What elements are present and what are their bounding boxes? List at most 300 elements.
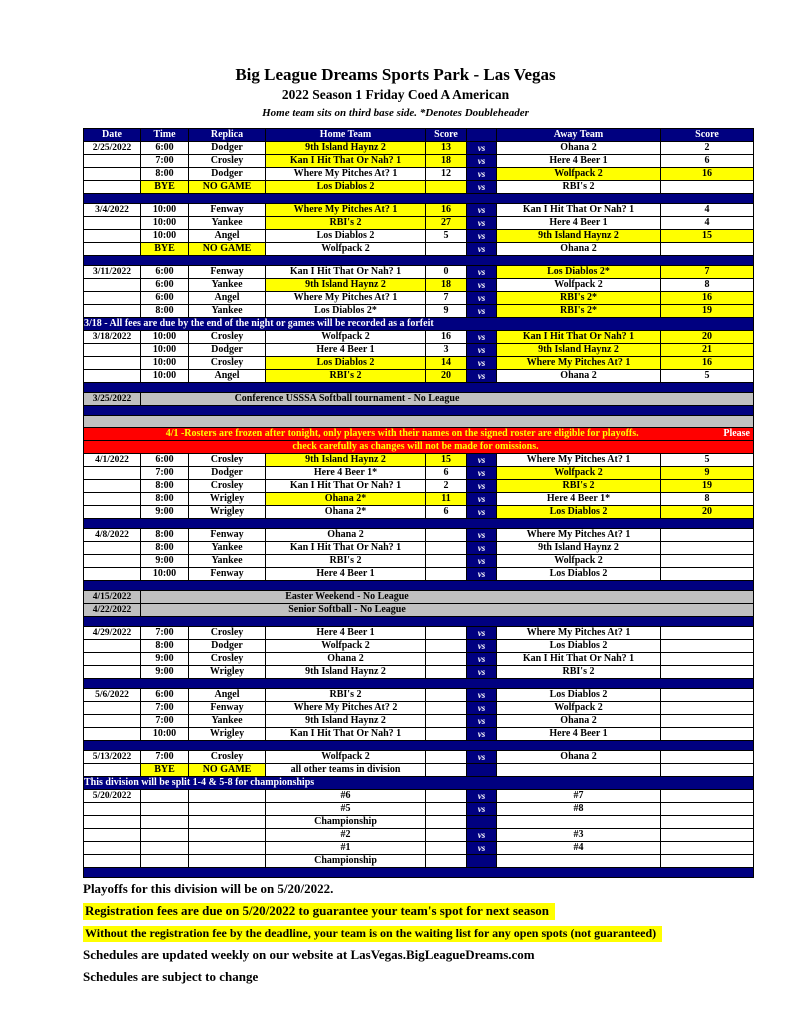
time-cell: 8:00	[141, 305, 189, 318]
date-cell: 5/6/2022	[84, 689, 141, 702]
date-cell	[84, 728, 141, 741]
home-team-cell: Here 4 Beer 1*	[266, 467, 426, 480]
away-team-cell: Wolfpack 2	[497, 555, 661, 568]
away-score-cell	[661, 689, 754, 702]
away-score-cell: 8	[661, 279, 754, 292]
game-row	[84, 666, 754, 679]
vs-label: vs	[467, 790, 497, 803]
date-cell	[84, 816, 141, 829]
replica-cell: Yankee	[189, 715, 266, 728]
game-row	[84, 217, 754, 230]
home-team-cell: Ohana 2*	[266, 493, 426, 506]
date-cell	[84, 506, 141, 519]
home-team-cell: Wolfpack 2	[266, 640, 426, 653]
no-league-row	[84, 393, 754, 406]
home-score-cell: 6	[426, 467, 467, 480]
game-row	[84, 803, 754, 816]
home-team-cell: 9th Island Haynz 2	[266, 454, 426, 467]
game-row	[84, 751, 754, 764]
away-score-cell	[661, 181, 754, 194]
vs-label: vs	[467, 243, 497, 256]
away-team-cell: #3	[497, 829, 661, 842]
footer-line	[83, 924, 662, 942]
replica-cell: Fenway	[189, 529, 266, 542]
game-row	[84, 568, 754, 581]
game-row	[84, 506, 754, 519]
home-score-cell	[426, 181, 467, 194]
replica-cell: Fenway	[189, 702, 266, 715]
home-team-cell: Championship	[266, 816, 426, 829]
home-score-cell: 11	[426, 493, 467, 506]
away-team-cell: Ohana 2	[497, 715, 661, 728]
vs-label: vs	[467, 480, 497, 493]
replica-cell: NO GAME	[189, 764, 266, 777]
replica-cell	[189, 790, 266, 803]
away-team-column-header: Away Team	[497, 129, 661, 142]
home-score-cell	[426, 842, 467, 855]
vs-label	[467, 816, 497, 829]
home-score-column-header: Score	[426, 129, 467, 142]
home-score-cell	[426, 640, 467, 653]
vs-label: vs	[467, 640, 497, 653]
replica-cell: Crosley	[189, 627, 266, 640]
home-score-cell: 7	[426, 292, 467, 305]
time-cell: 6:00	[141, 279, 189, 292]
date-cell	[84, 715, 141, 728]
replica-column-header: Replica	[189, 129, 266, 142]
time-cell: 7:00	[141, 467, 189, 480]
away-team-cell	[497, 764, 661, 777]
date-cell	[84, 653, 141, 666]
away-team-cell: Here 4 Beer 1	[497, 728, 661, 741]
roster-warning-row	[84, 428, 754, 441]
home-team-cell: RBI's 2	[266, 555, 426, 568]
no-league-row	[84, 591, 754, 604]
vs-label: vs	[467, 168, 497, 181]
vs-label: vs	[467, 728, 497, 741]
roster-warning-row	[84, 441, 754, 454]
home-score-cell	[426, 555, 467, 568]
separator-row	[84, 868, 754, 878]
vs-label: vs	[467, 344, 497, 357]
separator-row	[84, 383, 754, 393]
date-cell	[84, 640, 141, 653]
separator-row	[84, 741, 754, 751]
no-league-label: Conference USSSA Softball tournament - No League	[141, 393, 754, 406]
time-cell: BYE	[141, 181, 189, 194]
home-team-cell: Kan I Hit That Or Nah? 1	[266, 542, 426, 555]
away-team-cell: 9th Island Haynz 2	[497, 542, 661, 555]
away-score-cell: 16	[661, 168, 754, 181]
time-cell: 8:00	[141, 542, 189, 555]
separator-row	[84, 256, 754, 266]
away-team-cell: Where My Pitches At? 1	[497, 627, 661, 640]
away-team-cell	[497, 816, 661, 829]
home-score-cell	[426, 243, 467, 256]
home-score-cell	[426, 529, 467, 542]
game-row	[84, 790, 754, 803]
away-score-cell: 16	[661, 292, 754, 305]
vs-label: vs	[467, 467, 497, 480]
away-score-cell	[661, 653, 754, 666]
vs-label: vs	[467, 689, 497, 702]
home-team-cell: Kan I Hit That Or Nah? 1	[266, 728, 426, 741]
replica-cell	[189, 842, 266, 855]
date-cell	[84, 480, 141, 493]
game-row	[84, 493, 754, 506]
home-score-cell: 27	[426, 217, 467, 230]
date-cell: 5/13/2022	[84, 751, 141, 764]
date-cell: 4/1/2022	[84, 454, 141, 467]
away-team-cell: Wolfpack 2	[497, 702, 661, 715]
time-cell: 10:00	[141, 217, 189, 230]
time-cell: 8:00	[141, 493, 189, 506]
vs-label: vs	[467, 568, 497, 581]
replica-cell: Yankee	[189, 555, 266, 568]
home-team-cell: Here 4 Beer 1	[266, 568, 426, 581]
time-cell: 10:00	[141, 357, 189, 370]
replica-cell: Crosley	[189, 155, 266, 168]
time-cell	[141, 855, 189, 868]
vs-label: vs	[467, 842, 497, 855]
time-cell: 10:00	[141, 204, 189, 217]
away-team-cell: Ohana 2	[497, 751, 661, 764]
date-cell	[84, 168, 141, 181]
home-score-cell: 13	[426, 142, 467, 155]
away-team-cell: RBI's 2	[497, 181, 661, 194]
date-cell	[84, 155, 141, 168]
home-team-column-header: Home Team	[266, 129, 426, 142]
home-team-cell: Wolfpack 2	[266, 243, 426, 256]
time-cell: 9:00	[141, 555, 189, 568]
replica-cell: Yankee	[189, 217, 266, 230]
away-score-cell	[661, 627, 754, 640]
away-score-cell: 21	[661, 344, 754, 357]
home-score-cell: 12	[426, 168, 467, 181]
date-cell	[84, 493, 141, 506]
date-cell	[84, 292, 141, 305]
time-cell	[141, 790, 189, 803]
vs-column-header	[467, 129, 497, 142]
home-score-cell	[426, 702, 467, 715]
vs-label: vs	[467, 715, 497, 728]
away-score-cell: 5	[661, 454, 754, 467]
home-team-cell: #5	[266, 803, 426, 816]
home-team-cell: 9th Island Haynz 2	[266, 279, 426, 292]
game-row	[84, 542, 754, 555]
date-cell: 4/15/2022	[84, 591, 141, 604]
date-cell	[84, 764, 141, 777]
home-team-cell: #2	[266, 829, 426, 842]
away-team-cell: Wolfpack 2	[497, 467, 661, 480]
vs-label	[467, 855, 497, 868]
away-team-cell	[497, 855, 661, 868]
date-cell	[84, 344, 141, 357]
date-column-header: Date	[84, 129, 141, 142]
time-cell: 9:00	[141, 653, 189, 666]
away-score-cell	[661, 715, 754, 728]
game-row	[84, 266, 754, 279]
replica-cell: Yankee	[189, 279, 266, 292]
time-column-header: Time	[141, 129, 189, 142]
time-cell: 6:00	[141, 266, 189, 279]
away-team-cell: Wolfpack 2	[497, 279, 661, 292]
home-team-cell: all other teams in division	[266, 764, 426, 777]
home-score-cell: 20	[426, 370, 467, 383]
replica-cell: Crosley	[189, 331, 266, 344]
game-row	[84, 155, 754, 168]
away-team-cell: RBI's 2	[497, 480, 661, 493]
away-score-cell	[661, 790, 754, 803]
date-cell	[84, 370, 141, 383]
away-team-cell: Los Diablos 2	[497, 506, 661, 519]
league-note-text: 3/18 - All fees are due by the end of the night or games will be recorded as a forfeit	[84, 318, 434, 329]
home-score-cell: 16	[426, 204, 467, 217]
game-row	[84, 764, 754, 777]
game-row	[84, 230, 754, 243]
roster-warning-text: 4/1 -Rosters are frozen after tonight, only players with their names on the signed roster are eligible for playoffs.	[165, 428, 639, 439]
away-score-cell: 9	[661, 467, 754, 480]
replica-cell: Wrigley	[189, 493, 266, 506]
home-score-cell: 18	[426, 155, 467, 168]
game-row	[84, 627, 754, 640]
away-score-cell	[661, 842, 754, 855]
away-score-column-header: Score	[661, 129, 754, 142]
away-score-cell: 6	[661, 155, 754, 168]
time-cell: 10:00	[141, 230, 189, 243]
date-cell	[84, 555, 141, 568]
replica-cell: Fenway	[189, 204, 266, 217]
home-team-cell: Where My Pitches At? 1	[266, 292, 426, 305]
game-row	[84, 467, 754, 480]
game-row	[84, 454, 754, 467]
date-cell	[84, 855, 141, 868]
replica-cell: Wrigley	[189, 728, 266, 741]
away-team-cell: Kan I Hit That Or Nah? 1	[497, 331, 661, 344]
home-score-cell: 9	[426, 305, 467, 318]
away-team-cell: Kan I Hit That Or Nah? 1	[497, 204, 661, 217]
away-team-cell: RBI's 2	[497, 666, 661, 679]
home-team-cell: Ohana 2	[266, 653, 426, 666]
home-score-cell: 14	[426, 357, 467, 370]
away-score-cell: 19	[661, 480, 754, 493]
time-cell: 7:00	[141, 751, 189, 764]
game-row	[84, 181, 754, 194]
away-score-cell: 20	[661, 506, 754, 519]
date-cell	[84, 803, 141, 816]
time-cell: 6:00	[141, 454, 189, 467]
vs-label: vs	[467, 454, 497, 467]
time-cell: 7:00	[141, 702, 189, 715]
home-team-cell: Los Diablos 2	[266, 357, 426, 370]
away-score-cell	[661, 702, 754, 715]
away-score-cell	[661, 640, 754, 653]
home-team-cell: 9th Island Haynz 2	[266, 666, 426, 679]
home-score-cell	[426, 666, 467, 679]
vs-label: vs	[467, 217, 497, 230]
time-cell: 9:00	[141, 506, 189, 519]
vs-label: vs	[467, 305, 497, 318]
game-row	[84, 555, 754, 568]
time-cell	[141, 803, 189, 816]
footer-line	[83, 968, 662, 986]
away-team-cell: Where My Pitches At? 1	[497, 357, 661, 370]
vs-label: vs	[467, 230, 497, 243]
home-score-cell: 0	[426, 266, 467, 279]
time-cell: BYE	[141, 243, 189, 256]
date-cell: 3/4/2022	[84, 204, 141, 217]
league-note-row	[84, 318, 754, 331]
no-league-label: Easter Weekend - No League	[141, 591, 754, 604]
vs-label: vs	[467, 542, 497, 555]
replica-cell: Dodger	[189, 640, 266, 653]
away-score-cell	[661, 803, 754, 816]
date-cell	[84, 357, 141, 370]
time-cell: 10:00	[141, 370, 189, 383]
away-score-cell	[661, 829, 754, 842]
replica-cell: Angel	[189, 230, 266, 243]
home-score-cell	[426, 715, 467, 728]
away-team-cell: #4	[497, 842, 661, 855]
away-score-cell	[661, 764, 754, 777]
away-score-cell	[661, 666, 754, 679]
home-team-cell: RBI's 2	[266, 370, 426, 383]
footer-line-text: Without the registration fee by the deadline, your team is on the waiting list for any open spots (not guaranteed)	[83, 926, 662, 942]
away-team-cell: Where My Pitches At? 1	[497, 529, 661, 542]
away-score-cell	[661, 529, 754, 542]
replica-cell: Crosley	[189, 357, 266, 370]
date-cell	[84, 702, 141, 715]
page-subtitle: 2022 Season 1 Friday Coed A American	[281, 87, 510, 103]
game-row	[84, 357, 754, 370]
home-score-cell: 18	[426, 279, 467, 292]
time-cell: 10:00	[141, 331, 189, 344]
home-team-cell: Wolfpack 2	[266, 751, 426, 764]
replica-cell: NO GAME	[189, 181, 266, 194]
footer-line	[83, 946, 662, 964]
replica-cell: Yankee	[189, 542, 266, 555]
game-row	[84, 728, 754, 741]
replica-cell: Fenway	[189, 568, 266, 581]
vs-label: vs	[467, 292, 497, 305]
footer-line	[83, 902, 662, 920]
away-team-cell: 9th Island Haynz 2	[497, 344, 661, 357]
replica-cell: Dodger	[189, 467, 266, 480]
game-row	[84, 480, 754, 493]
home-team-cell: Los Diablos 2	[266, 230, 426, 243]
replica-cell: NO GAME	[189, 243, 266, 256]
game-row	[84, 702, 754, 715]
separator-row	[84, 194, 754, 204]
away-team-cell: Los Diablos 2*	[497, 266, 661, 279]
separator-row	[84, 581, 754, 591]
separator-row	[84, 617, 754, 627]
home-team-cell: Kan I Hit That Or Nah? 1	[266, 155, 426, 168]
replica-cell	[189, 829, 266, 842]
replica-cell: Wrigley	[189, 666, 266, 679]
away-score-cell	[661, 751, 754, 764]
home-score-cell	[426, 689, 467, 702]
replica-cell: Yankee	[189, 305, 266, 318]
replica-cell	[189, 855, 266, 868]
date-cell	[84, 829, 141, 842]
away-team-cell: Ohana 2	[497, 142, 661, 155]
time-cell: 8:00	[141, 168, 189, 181]
replica-cell: Fenway	[189, 266, 266, 279]
date-cell	[84, 279, 141, 292]
replica-cell: Dodger	[189, 344, 266, 357]
home-score-cell	[426, 790, 467, 803]
date-cell	[84, 542, 141, 555]
vs-label: vs	[467, 653, 497, 666]
game-row	[84, 331, 754, 344]
home-score-cell	[426, 728, 467, 741]
game-row	[84, 279, 754, 292]
footer-line-text: Schedules are subject to change	[83, 969, 259, 984]
home-team-cell: Wolfpack 2	[266, 331, 426, 344]
date-cell	[84, 230, 141, 243]
time-cell: 10:00	[141, 728, 189, 741]
date-cell: 3/25/2022	[84, 393, 141, 406]
page-header	[0, 0, 791, 120]
away-score-cell: 4	[661, 217, 754, 230]
roster-warning-text-right: Please	[723, 428, 750, 439]
separator-row	[84, 679, 754, 689]
vs-label: vs	[467, 829, 497, 842]
home-score-cell	[426, 816, 467, 829]
away-score-cell	[661, 555, 754, 568]
home-score-cell: 15	[426, 454, 467, 467]
away-score-cell: 7	[661, 266, 754, 279]
game-row	[84, 292, 754, 305]
home-team-note: Home team sits on third base side. *Denotes Doubleheader	[262, 106, 529, 119]
footer-line	[83, 880, 662, 898]
time-cell	[141, 829, 189, 842]
league-note-row	[84, 777, 754, 790]
home-team-cell: Los Diablos 2*	[266, 305, 426, 318]
game-row	[84, 842, 754, 855]
away-team-cell: Kan I Hit That Or Nah? 1	[497, 653, 661, 666]
away-team-cell: Ohana 2	[497, 370, 661, 383]
vs-label: vs	[467, 204, 497, 217]
vs-label: vs	[467, 279, 497, 292]
home-score-cell: 16	[426, 331, 467, 344]
away-score-cell: 8	[661, 493, 754, 506]
home-score-cell	[426, 627, 467, 640]
home-team-cell: Championship	[266, 855, 426, 868]
game-row	[84, 816, 754, 829]
time-cell: 6:00	[141, 292, 189, 305]
date-cell: 5/20/2022	[84, 790, 141, 803]
vs-label: vs	[467, 181, 497, 194]
game-row	[84, 204, 754, 217]
home-team-cell: Ohana 2	[266, 529, 426, 542]
time-cell: 7:00	[141, 627, 189, 640]
date-cell	[84, 217, 141, 230]
time-cell: 8:00	[141, 480, 189, 493]
date-cell: 4/8/2022	[84, 529, 141, 542]
table-header-row	[84, 129, 754, 142]
game-row	[84, 715, 754, 728]
home-team-cell: Here 4 Beer 1	[266, 344, 426, 357]
home-team-cell: Kan I Hit That Or Nah? 1	[266, 480, 426, 493]
game-row	[84, 855, 754, 868]
footer-line-text: Registration fees are due on 5/20/2022 to guarantee your team's spot for next season	[83, 903, 555, 920]
vs-label: vs	[467, 555, 497, 568]
home-score-cell	[426, 751, 467, 764]
away-team-cell: Here 4 Beer 1	[497, 155, 661, 168]
home-team-cell: Here 4 Beer 1	[266, 627, 426, 640]
